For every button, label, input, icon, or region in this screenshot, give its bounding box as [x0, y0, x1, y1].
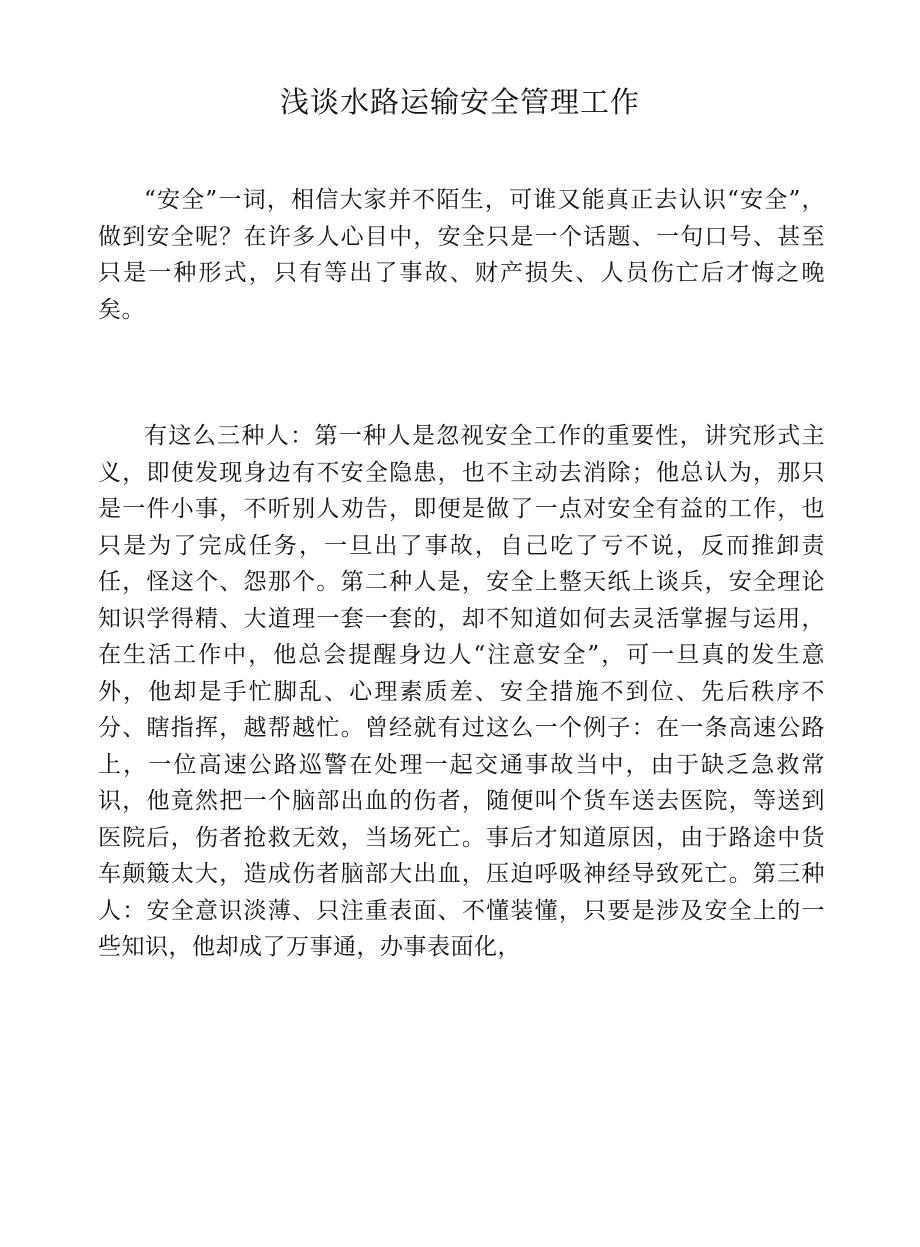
document-title: 浅谈水路运输安全管理工作 — [279, 85, 640, 119]
paragraph-intro: “安全”一词，相信大家并不陌生，可谁又能真正去认识“安全”，做到安全呢？在许多人心目中，安全只是一个话题、一句口号、甚至只是一种形式，只有等出了事故、财产损失、人员伤亡后才悔之晚矣。 — [98, 187, 825, 323]
paragraph-three-types: 有这么三种人：第一种人是忽视安全工作的重要性，讲究形式主义，即使发现身边有不安全隐患，也不主动去消除；他总认为，那只是一件小事，不听别人劝告，即便是做了一点对安全有益的工作，也只是为了完成任务，一旦出了事故，自己吃了亏不说，反而推卸责任，怪这个、怨那个。第二种人是，安全上整天纸上谈兵，安全理论知识学得精、大道理一套一套的，却不知道如何去灵活掌握与运用，在生活工作中，他总会提醒身边人“注意安全”，可一旦真的发生意外，他却是手忙脚乱、心理素质差、安全措施不到位、先后秩序不分、瞎指挥，越帮越忙。曾经就有过这么一个例子：在一条高速公路上，一位高速公路巡警在处理一起交通事故当中，由于缺乏急救常识，他竟然把一个脑部出血的伤者，随便叫个货车送去医院，等送到医院后，伤者抢救无效，当场死亡。事后才知道原因，由于路途中货车颠簸太大，造成伤者脑部大出血，压迫呼吸神经导致死亡。第三种人：安全意识淡薄、只注重表面、不懂装懂，只要是涉及安全上的一些知识，他却成了万事通，办事表面化， — [98, 423, 825, 960]
